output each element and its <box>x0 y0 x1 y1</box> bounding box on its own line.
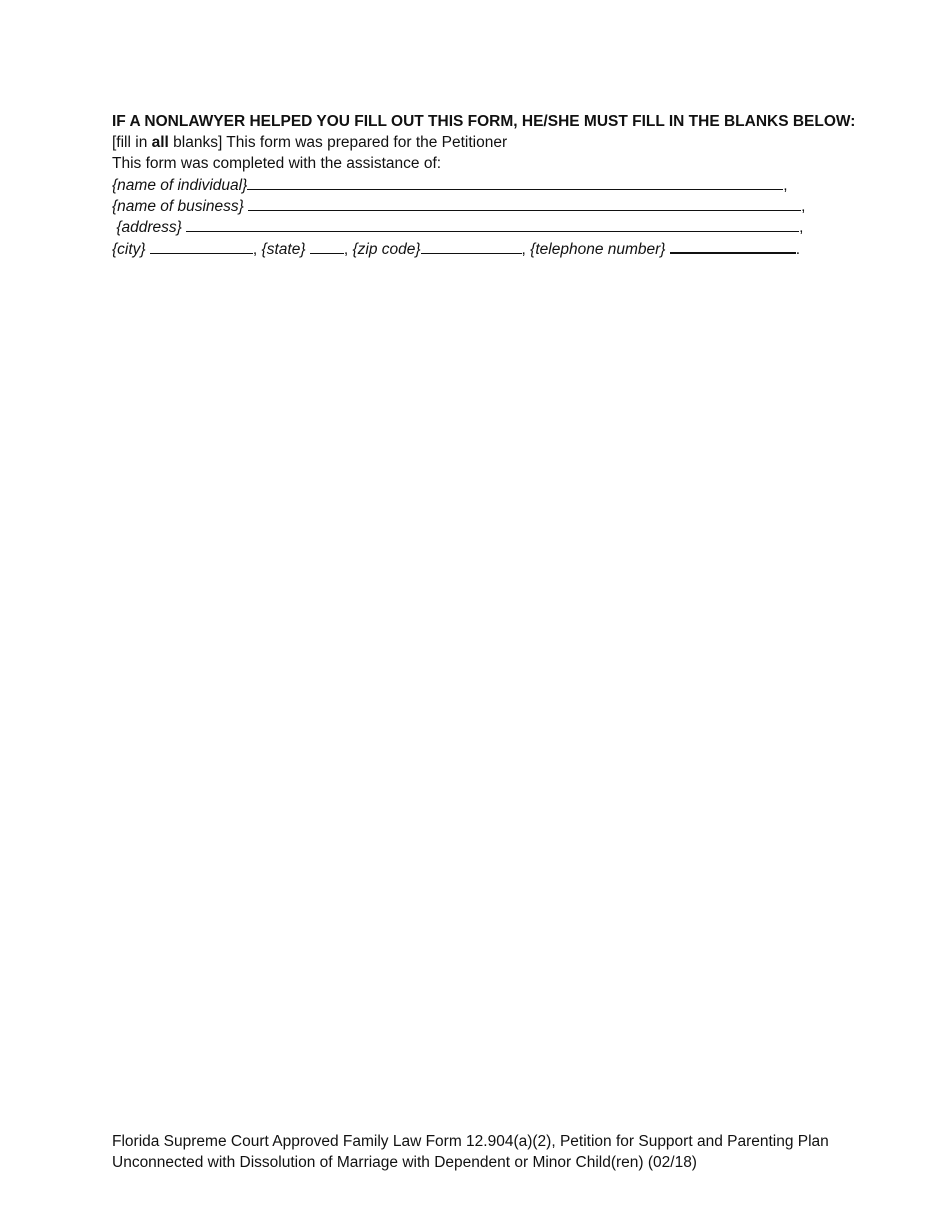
section-heading: IF A NONLAWYER HELPED YOU FILL OUT THIS FORM, HE/SHE MUST FILL IN THE BLANKS BELOW: <box>112 113 856 130</box>
footer-line-2: Unconnected with Dissolution of Marriage with Dependent or Minor Child(ren) (02/18) <box>112 1154 697 1171</box>
footer-line-1: Florida Supreme Court Approved Family Law Form 12.904(a)(2), Petition for Support and Parenting Plan <box>112 1133 829 1150</box>
telephone-blank[interactable] <box>670 237 796 254</box>
form-footer <box>112 1131 852 1173</box>
state-label: {state} <box>261 240 306 258</box>
city-label: {city} <box>112 240 146 258</box>
zip-blank[interactable] <box>421 238 522 254</box>
instruction-bold: all <box>151 133 169 151</box>
address-blank[interactable] <box>186 216 799 232</box>
city-state-zip-row <box>112 237 832 258</box>
zip-label: {zip code} <box>352 240 421 258</box>
assistance-line: This form was completed with the assistance of: <box>112 154 442 172</box>
comma: , <box>799 218 804 236</box>
name-individual-label: {name of individual} <box>112 177 248 195</box>
comma: , <box>521 240 526 258</box>
address-row <box>112 216 832 237</box>
name-business-blank[interactable] <box>248 195 801 211</box>
instruction-line <box>112 133 832 154</box>
name-business-row <box>112 195 832 216</box>
city-blank[interactable] <box>150 238 253 254</box>
instruction-post: blanks] This form was prepared for the Petitioner <box>168 133 508 151</box>
period: . <box>795 240 801 258</box>
comma: , <box>252 240 258 258</box>
comma: , <box>783 177 788 195</box>
state-blank[interactable] <box>310 238 344 254</box>
name-individual-row <box>112 174 832 195</box>
name-individual-blank[interactable] <box>247 174 783 190</box>
comma: , <box>801 198 806 216</box>
address-label: {address} <box>116 218 182 236</box>
comma: , <box>343 240 349 258</box>
instruction-pre: [fill in <box>112 133 152 151</box>
nonlawyer-section <box>112 112 856 258</box>
name-business-label: {name of business} <box>112 198 244 216</box>
telephone-label: {telephone number} <box>530 240 666 258</box>
